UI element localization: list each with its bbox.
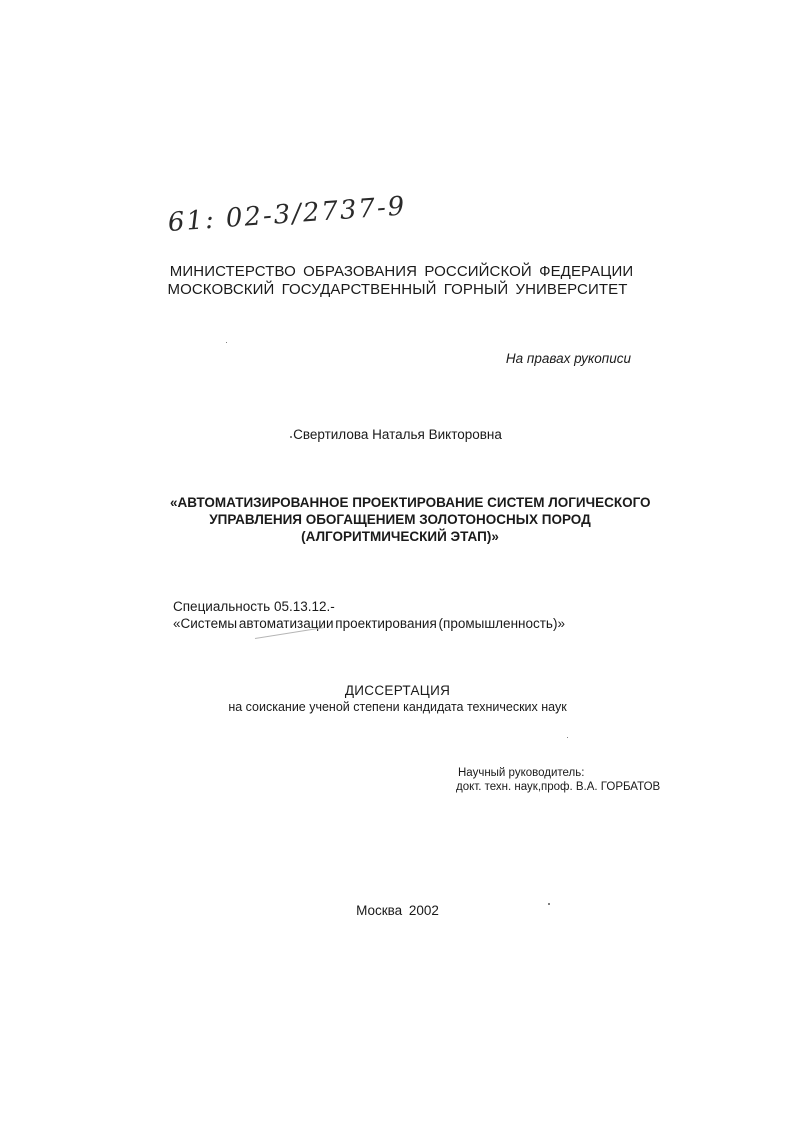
specialty-code: Специальность 05.13.12.- (173, 599, 335, 614)
supervisor-label: Научный руководитель: (458, 767, 585, 779)
scan-speck (567, 737, 568, 738)
scan-speck (226, 342, 227, 343)
specialty-word-3: проектирования (335, 616, 437, 631)
title-line-2: УПРАВЛЕНИЯ ОБОГАЩЕНИЕМ ЗОЛОТОНОСНЫХ ПОРОД (209, 512, 591, 527)
scan-speck (290, 436, 292, 438)
specialty-word-1: «Системы (173, 616, 238, 631)
specialty-name (173, 615, 565, 632)
specialty-word-4: (промышленность)» (438, 616, 565, 631)
author-name: Свертилова Наталья Викторовна (293, 427, 502, 442)
dissertation-title (170, 494, 651, 545)
university-header-line-2: МОСКОВСКИЙ ГОСУДАРСТВЕННЫЙ ГОРНЫЙ УНИВЕРСИТЕТ (167, 281, 628, 298)
specialty-word-2: автоматизации (238, 616, 334, 631)
supervisor-name: докт. техн. наук,проф. В.А. ГОРБАТОВ (456, 781, 661, 793)
city-and-year: Москва 2002 (356, 903, 439, 918)
manuscript-rights-note: На правах рукописи (505, 351, 631, 366)
scan-speck (548, 903, 550, 905)
dissertation-subtitle: на соискание ученой степени кандидата технических наук (228, 700, 567, 714)
title-line-1: «АВТОМАТИЗИРОВАННОЕ ПРОЕКТИРОВАНИЕ СИСТЕМ ЛОГИЧЕСКОГО (170, 495, 651, 510)
title-line-3: (АЛГОРИТМИЧЕСКИЙ ЭТАП)» (301, 529, 499, 544)
ministry-header-line-1: МИНИСТЕРСТВО ОБРАЗОВАНИЯ РОССИЙСКОЙ ФЕДЕРАЦИИ (169, 263, 634, 280)
handwritten-catalog-number: 61: 02-3/2737-9 (166, 191, 408, 238)
dissertation-heading: ДИССЕРТАЦИЯ (344, 683, 451, 698)
